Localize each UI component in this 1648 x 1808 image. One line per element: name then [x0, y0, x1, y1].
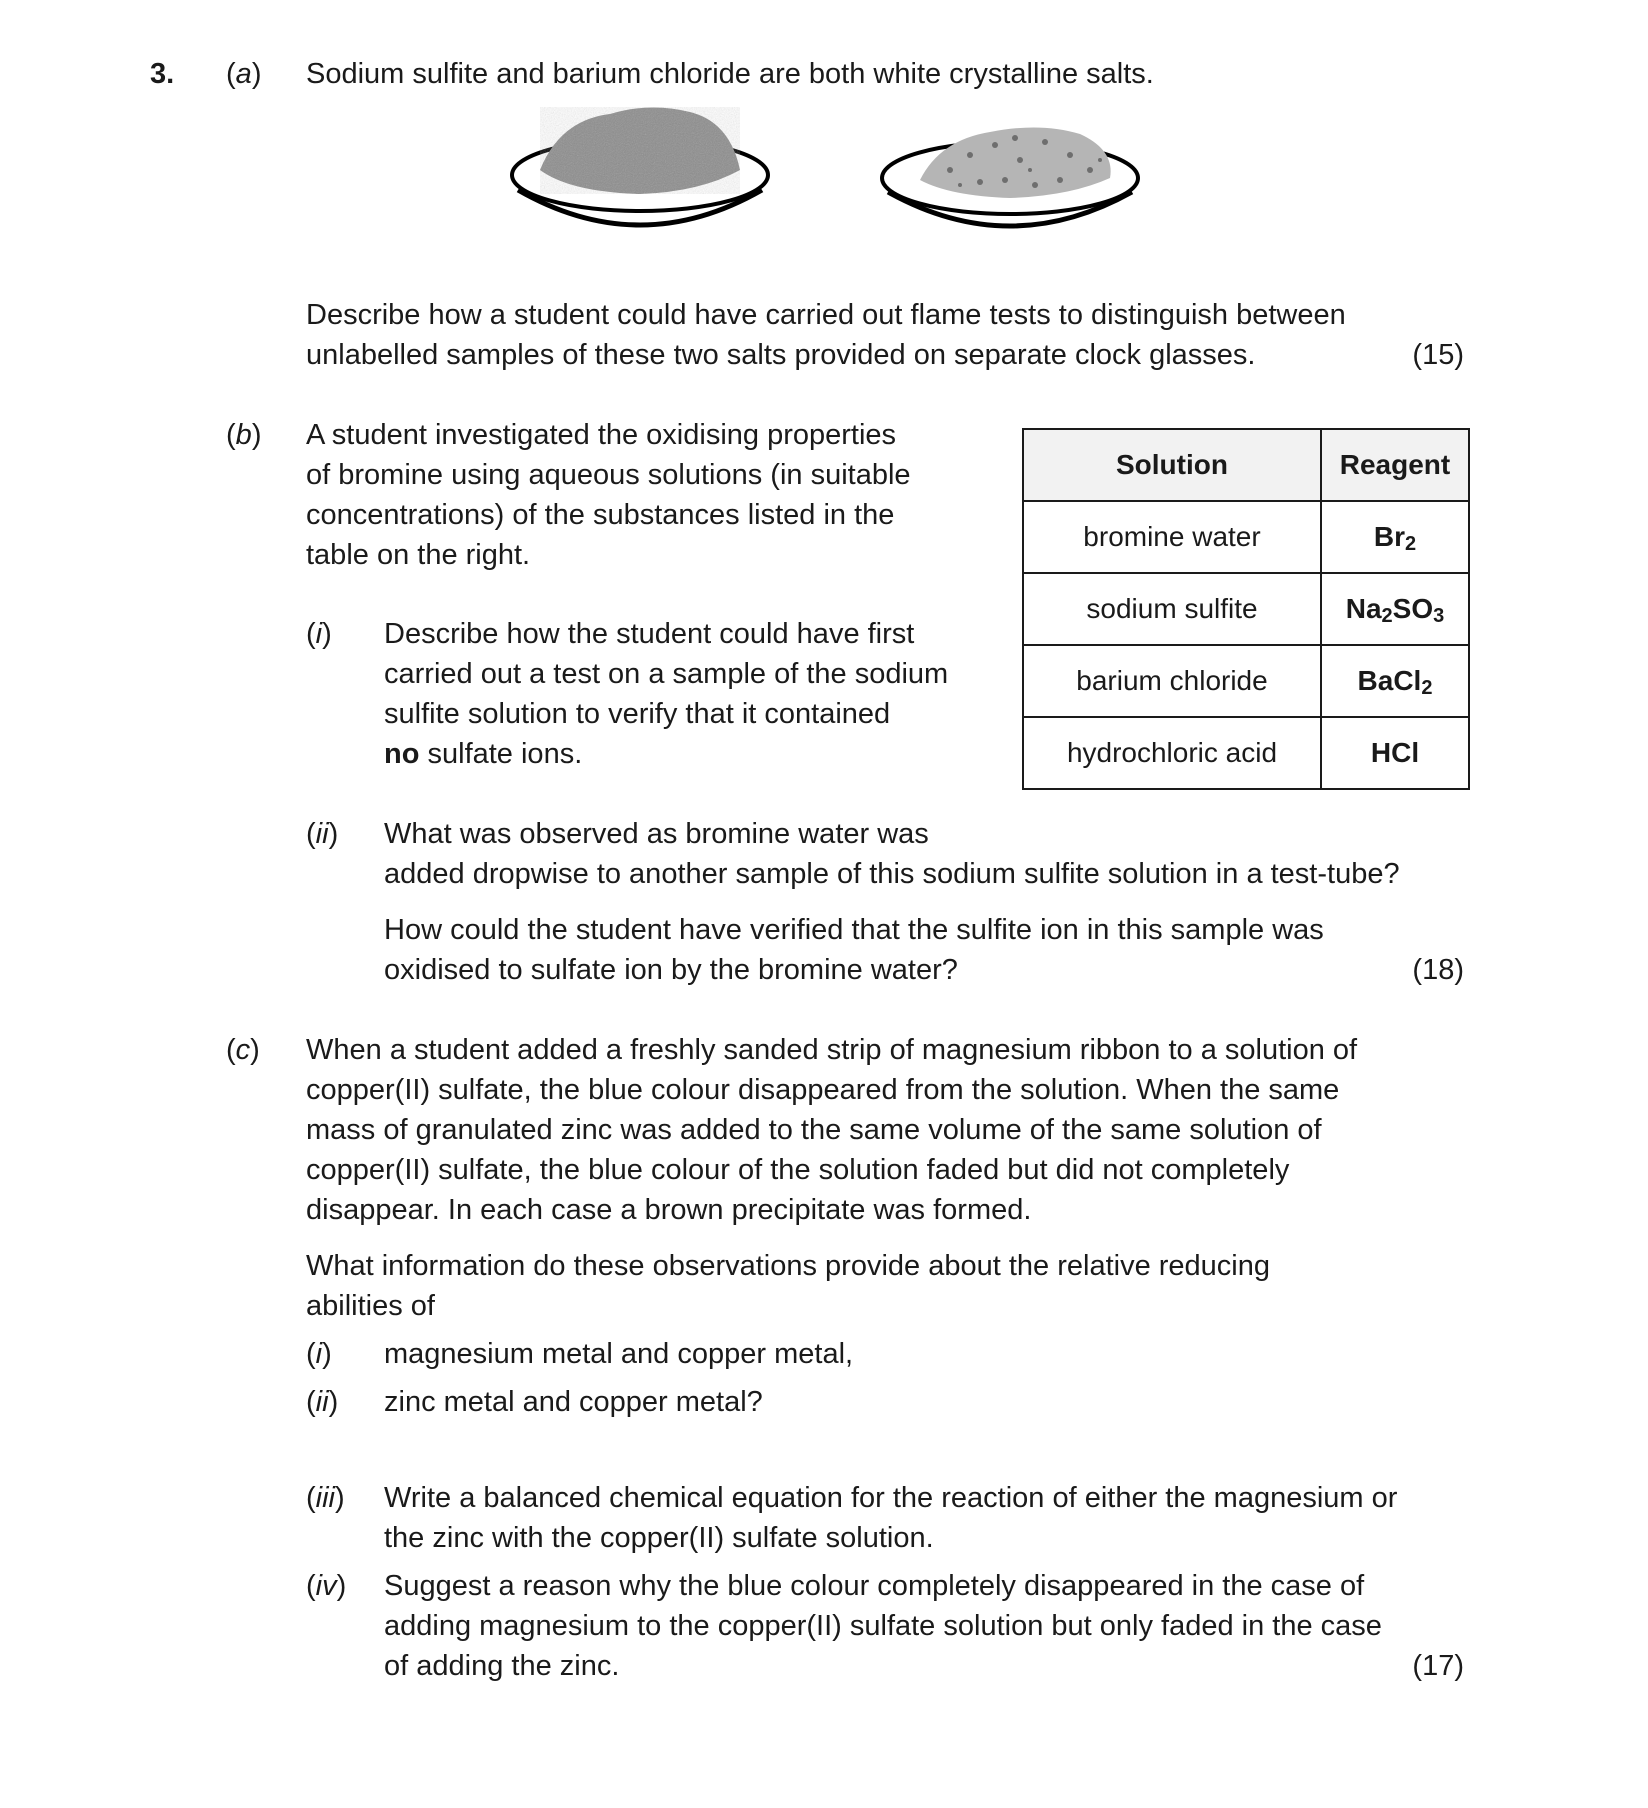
part-b-ii-follow-line-1: How could the student have verified that the sulfite ion in this sample was	[384, 914, 1324, 946]
table-cell-solution: sodium sulfite	[1023, 573, 1321, 645]
part-c-iv-label: (iv)	[306, 1570, 347, 1602]
part-c-iv-line-3: of adding the zinc.	[384, 1650, 620, 1682]
part-b-label: (b)	[226, 419, 262, 451]
table-row	[1023, 717, 1469, 789]
part-c-i-text: magnesium metal and copper metal,	[384, 1338, 854, 1370]
right-dish	[882, 127, 1138, 226]
table-row	[1023, 645, 1469, 717]
part-c-iii-line-2: the zinc with the copper(II) sulfate solution.	[384, 1522, 934, 1554]
table-cell-reagent: $Br_2$	[1321, 501, 1469, 573]
part-a-label: (a)	[226, 58, 262, 90]
part-c-question-line-1: What information do these observations provide about the relative reducing	[306, 1250, 1271, 1282]
part-b-marks: (18)	[1412, 954, 1464, 986]
part-c-label: (c)	[226, 1034, 260, 1066]
part-c-marks: (17)	[1412, 1650, 1464, 1682]
part-c-iii-line-1: Write a balanced chemical equation for the reaction of either the magnesium or	[384, 1482, 1398, 1514]
table-header-row	[1023, 429, 1469, 501]
part-b-ii-label: (ii)	[306, 818, 339, 850]
part-c-iv-line-2: adding magnesium to the copper(II) sulfate solution but only faded in the case	[384, 1610, 1382, 1642]
part-c-ii-label: (ii)	[306, 1386, 339, 1418]
table-cell-reagent: $Na_2SO_3$	[1321, 573, 1469, 645]
part-a-text-line-1: Describe how a student could have carried out flame tests to distinguish between	[306, 299, 1346, 331]
table-cell-reagent: HCl	[1321, 717, 1469, 789]
part-c-ii-text: zinc metal and copper metal?	[384, 1386, 763, 1418]
part-b-intro-line-1: A student investigated the oxidising properties	[306, 419, 897, 451]
emphasis-no: no	[384, 738, 420, 770]
part-b-intro-line-2: of bromine using aqueous solutions (in suitable	[306, 459, 911, 491]
left-dish	[512, 107, 768, 225]
part-c-iii-label: (iii)	[306, 1482, 345, 1514]
part-c-para-line-3: mass of granulated zinc was added to the same volume of the same solution of	[306, 1114, 1322, 1146]
part-b-i-line-1: Describe how the student could have first	[384, 618, 915, 650]
part-c-para-line-2: copper(II) sulfate, the blue colour disappeared from the solution. When the same	[306, 1074, 1340, 1106]
part-b-ii-line-2: added dropwise to another sample of this sodium sulfite solution in a test-tube?	[384, 858, 1400, 890]
part-b-ii-follow-line-2: oxidised to sulfate ion by the bromine water?	[384, 954, 958, 986]
reagent-table	[1022, 428, 1470, 790]
part-a-marks: (15)	[1412, 339, 1464, 371]
table-cell-solution: bromine water	[1023, 501, 1321, 573]
part-a-intro: Sodium sulfite and barium chloride are both white crystalline salts.	[306, 58, 1154, 90]
part-c-para-line-1: When a student added a freshly sanded strip of magnesium ribbon to a solution of	[306, 1034, 1358, 1066]
table-header-reagent: Reagent	[1321, 429, 1469, 501]
part-b-intro-line-4: table on the right.	[306, 539, 531, 571]
part-c-i-label: (i)	[306, 1338, 332, 1370]
part-b-i-line-4: no sulfate ions.	[384, 738, 583, 770]
part-b-i-line-2: carried out a test on a sample of the sodium	[384, 658, 949, 690]
part-b-ii-line-1: What was observed as bromine water was	[384, 818, 929, 850]
part-c-iv-line-1: Suggest a reason why the blue colour completely disappeared in the case of	[384, 1570, 1365, 1602]
question-number: 3.	[150, 58, 175, 90]
table-row	[1023, 501, 1469, 573]
part-b-intro-line-3: concentrations) of the substances listed in the	[306, 499, 895, 531]
part-c-para-line-5: disappear. In each case a brown precipitate was formed.	[306, 1194, 1032, 1226]
part-a-text-line-2: unlabelled samples of these two salts provided on separate clock glasses.	[306, 339, 1256, 371]
part-b-i-label: (i)	[306, 618, 332, 650]
table-cell-reagent: BaCl$_2$	[1321, 645, 1469, 717]
part-c-question-line-2: abilities of	[306, 1290, 435, 1322]
table-header-solution: Solution	[1023, 429, 1321, 501]
table-row	[1023, 573, 1469, 645]
clock-glasses-figure	[500, 100, 1160, 250]
part-c-para-line-4: copper(II) sulfate, the blue colour of the solution faded but did not completely	[306, 1154, 1290, 1186]
table-cell-solution: hydrochloric acid	[1023, 717, 1321, 789]
table-cell-solution: barium chloride	[1023, 645, 1321, 717]
part-b-i-line-3: sulfite solution to verify that it contained	[384, 698, 891, 730]
